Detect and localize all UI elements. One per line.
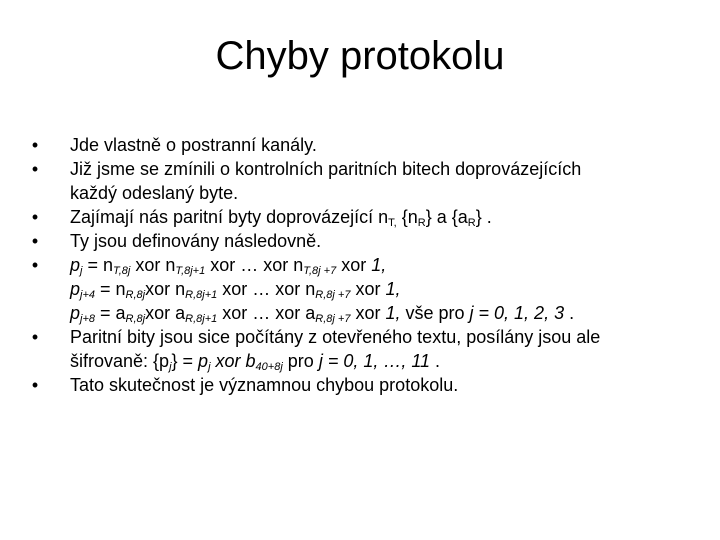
bullet-text: Zajímají nás paritní byty doprovázející $n_{T,}$ $\{n_R\}$ a $\{a_R\}$ . (70, 207, 492, 229)
bullet-text: Tato skutečnost je významnou chybou protokolu. (70, 375, 459, 395)
formula-line-3: $p_{j+8} = a_{R,8j}xor$ $a_{R,8j+1}$ xor … xor $a_{R,8j +7}$ xor 1, vše pro j = 0, 1, 2, 3 . (70, 303, 575, 325)
bullet-icon: • (31, 135, 39, 155)
bullet-item-3 (28, 205, 708, 229)
bullet-list (28, 133, 708, 397)
bullet-item-2 (28, 157, 708, 205)
slide-title: Chyby protokolu (215, 34, 505, 78)
formula-line-1: $p_j = n_{T,8j}$ xor $n_{T,8j+1}$ xor … xor $n_{T,8j +7}$ xor 1, (70, 255, 387, 277)
bullet-icon: • (31, 207, 39, 227)
bullet-item-6 (28, 325, 708, 373)
bullet-item-7 (28, 373, 708, 397)
bullet-text: Ty jsou definovány následovně. (70, 231, 322, 251)
bullet-text-continued: každý odeslaný byte. (70, 183, 239, 203)
bullet-icon: • (31, 375, 39, 395)
bullet-text-continued: šifrovaně: $\{p_j\} = p_j$ xor $b_{40+8j}$ pro j = 0, 1, …, 11 . (70, 351, 441, 373)
bullet-icon: • (31, 231, 39, 251)
bullet-item-5 (28, 253, 708, 325)
bullet-icon: • (31, 159, 39, 179)
bullet-icon: • (31, 327, 39, 347)
formula-line-2: $p_{j+4} = n_{R,8j}xor$ $n_{R,8j+1}$ xor … xor $n_{R,8j +7}$ xor 1, (70, 279, 401, 301)
bullet-text: Již jsme se zmínili o kontrolních paritních bitech doprovázejících (70, 159, 582, 179)
bullet-item-4 (28, 229, 708, 253)
bullet-item-1 (28, 133, 708, 157)
bullet-text: Paritní bity jsou sice počítány z otevřeného textu, posílány jsou ale (70, 327, 601, 347)
bullet-text: Jde vlastně o postranní kanály. (70, 135, 317, 155)
bullet-icon: • (31, 255, 39, 275)
